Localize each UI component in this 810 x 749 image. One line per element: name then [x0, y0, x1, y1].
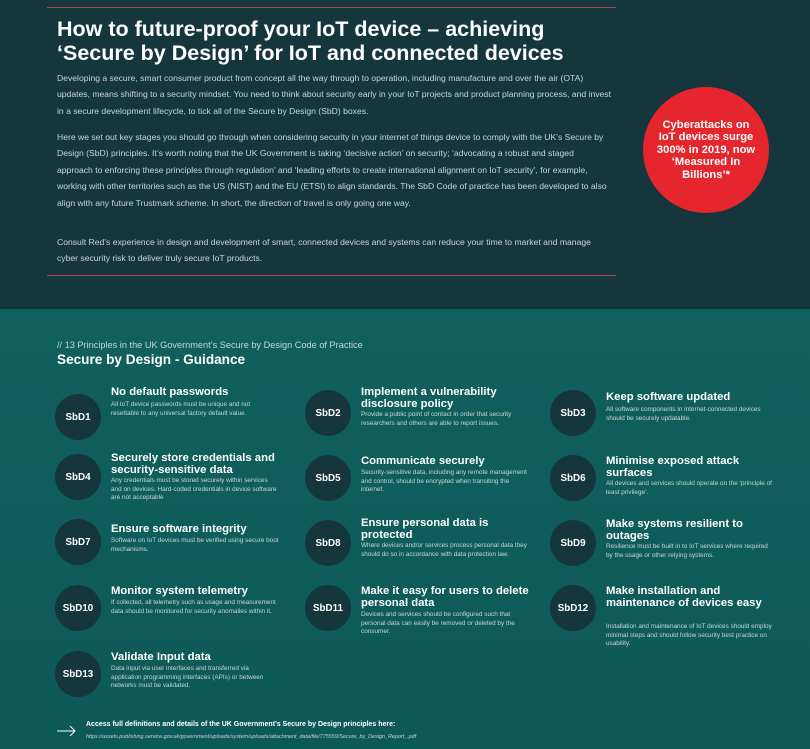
- principle-badge: SbD1: [55, 394, 101, 440]
- principle-title: Make it easy for users to delete personal data: [361, 585, 529, 609]
- principle-desc: Security-sensitive data, including any remote management and control, should be encrypted when transiting the internet.: [361, 469, 527, 493]
- principle-desc: All software components in internet-connected devices should be securely updatable.: [606, 406, 761, 422]
- principle-desc: Installation and maintenance of IoT devices should employ minimal steps and should follow security best practice on usability.: [606, 623, 772, 647]
- principle-badge: SbD13: [55, 651, 101, 697]
- principle-badge: SbD8: [305, 520, 351, 566]
- principle-desc: Devices and services should be configured such that personal data can easily be removed or deleted by the consumer.: [361, 611, 515, 635]
- top-divider: [47, 7, 616, 8]
- principle-desc: Resilience must be built in to IoT services where required by the usage or other relying systems.: [606, 543, 768, 559]
- principle-title: Minimise exposed attack surfaces: [606, 455, 740, 479]
- principle-desc: If collected, all telemetry such as usage and measurement data should be monitored for security anomalies within it.: [111, 599, 276, 615]
- stat-callout-text: Cyberattacks on IoT devices surge 300% in 2019, now ‘Measured In Billions’*: [656, 118, 756, 181]
- principle-desc: Where devices and/or services process personal data they should do so in accordance with data protection law.: [361, 542, 527, 558]
- principle-desc: All devices and services should operate on the ‘principle of least privilege’.: [606, 480, 772, 496]
- principle-title: Ensure software integrity: [111, 523, 247, 535]
- intro-paragraph-2: Here we set out key stages you should go through when considering security in your internet of things device to comply with the UK’s Secure by Design (SbD) principles. It’s worth noting that the UK Government is taking ‘decisive action’ on security; ‘advocating a robust and staged approach to enforcing these principles through regulation’ and ‘leading efforts to create international alignment on IoT security’, for example, working with other territories such as the US (NIST) and the EU (ETSI) to align standards. The SbD Code of practice has been developed to also align with any future Trustmark scheme. In short, the direction of travel is only going one way.: [57, 132, 607, 208]
- principle-badge: SbD12: [550, 585, 596, 631]
- principle-desc: Provide a public point of contact in order that security researchers and others are able to report issues.: [361, 411, 512, 427]
- principle-title: Keep software updated: [606, 391, 731, 403]
- principle-desc: Any credentials must be stored securely within services and on devices. Hard-coded credentials in device software are not acceptable: [111, 477, 277, 501]
- principle-title: Make systems resilient to outages: [606, 518, 743, 542]
- principle-badge: SbD10: [55, 585, 101, 631]
- principle-desc: Software on IoT devices must be verified using secure boot mechanisms.: [111, 537, 279, 553]
- principle-desc: All IoT device passwords must be unique and not resettable to any universal factory default value.: [111, 401, 251, 417]
- bottom-divider: [47, 275, 616, 276]
- principle-title: Validate Input data: [111, 651, 211, 663]
- principle-title: Communicate securely: [361, 455, 485, 467]
- guidance-subtitle: // 13 Principles in the UK Government’s Secure by Design Code of Practice: [57, 340, 363, 350]
- principle-badge: SbD2: [305, 390, 351, 436]
- stat-callout: [643, 87, 769, 213]
- principle-badge: SbD11: [305, 585, 351, 631]
- principle-title: Make installation and maintenance of devices easy: [606, 585, 762, 609]
- intro-paragraph-3: Consult Red’s experience in design and development of smart, connected devices and systems can reduce your time to market and manage cyber security risk to deliver truly secure IoT products.: [57, 237, 591, 264]
- principle-badge: SbD9: [550, 520, 596, 566]
- principle-title: Ensure personal data is protected: [361, 517, 489, 541]
- footer-title: Access full definitions and details of the UK Government’s Secure by Design principles here:: [86, 721, 396, 728]
- principle-title: Implement a vulnerability disclosure policy: [361, 386, 497, 410]
- principle-desc: Data input via user interfaces and transferred via application programming interfaces (APIs) or between networks must be validated.: [111, 665, 264, 689]
- principle-title: Securely store credentials and security-sensitive data: [111, 452, 275, 476]
- principle-badge: SbD6: [550, 455, 596, 501]
- guidance-heading: Secure by Design - Guidance: [57, 352, 246, 367]
- principle-badge: SbD7: [55, 519, 101, 565]
- principle-title: Monitor system telemetry: [111, 585, 248, 597]
- page-title: How to future-proof your IoT device – achieving ‘Secure by Design’ for IoT and connected devices: [57, 17, 564, 65]
- intro-paragraph-1: Developing a secure, smart consumer product from concept all the way through to operation, including manufacture and over the air (OTA) updates, means shifting to a security mindset. You need to think about security early in your IoT projects and product planning process, and invest in a secure development lifecycle, to tick all of the Secure by Design (SbD) boxes.: [57, 73, 611, 116]
- principle-badge: SbD4: [55, 454, 101, 500]
- footer-link[interactable]: https://assets.publishing.service.gov.uk/government/uploads/system/uploads/attachment_data/file/775559/Secure_by_Design_Report_.pdf: [86, 734, 417, 740]
- header-panel: [0, 0, 810, 309]
- principle-badge: SbD5: [305, 455, 351, 501]
- principle-title: No default passwords: [111, 386, 229, 398]
- principle-badge: SbD3: [550, 390, 596, 436]
- arrow-right-icon: [57, 725, 77, 737]
